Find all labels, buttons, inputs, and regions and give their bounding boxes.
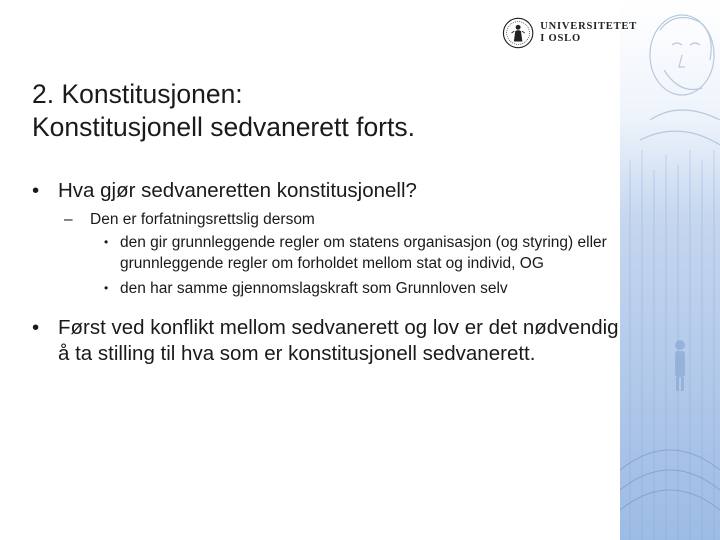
sub-sub-bullet-2 bbox=[32, 278, 632, 299]
university-logo bbox=[502, 13, 637, 53]
slide-title bbox=[32, 78, 602, 144]
logo-line-2: I OSLO bbox=[540, 33, 581, 44]
sub-sub-bullet-1 bbox=[32, 232, 632, 274]
bullet-marker: • bbox=[104, 281, 109, 295]
bullet-2 bbox=[32, 315, 632, 367]
sub-bullet-1-text: Den er forfatningsrettslig dersom bbox=[90, 211, 315, 228]
sub-sub-bullet-1-text: den gir grunnleggende regler om statens organisasjon (og styring) eller grunnleggende regler om forholdet mellom stat og individ, OG bbox=[120, 234, 607, 272]
title-line-2: Konstitusjonell sedvanerett forts. bbox=[32, 112, 415, 142]
dash-marker: – bbox=[64, 211, 73, 228]
bullet-1-text: Hva gjør sedvaneretten konstitusjonell? bbox=[58, 179, 417, 202]
sub-sub-bullet-2-text: den har samme gjennomslagskraft som Grunnloven selv bbox=[120, 280, 508, 297]
bullet-marker: • bbox=[32, 179, 40, 202]
slide-body bbox=[32, 178, 632, 373]
title-line-1: 2. Konstitusjonen: bbox=[32, 79, 243, 109]
bullet-marker: • bbox=[104, 235, 109, 249]
side-decoration bbox=[620, 0, 720, 540]
logo-line-1: UNIVERSITETET bbox=[540, 21, 637, 32]
sub-bullet-1 bbox=[32, 210, 632, 230]
university-seal-icon bbox=[502, 16, 534, 50]
bullet-2-text: Først ved konflikt mellom sedvanerett og lov er det nødvendig å ta stilling til hva som er konstitusjonell sedvanerett. bbox=[58, 316, 619, 365]
bullet-marker: • bbox=[32, 316, 40, 339]
bullet-1 bbox=[32, 178, 632, 204]
